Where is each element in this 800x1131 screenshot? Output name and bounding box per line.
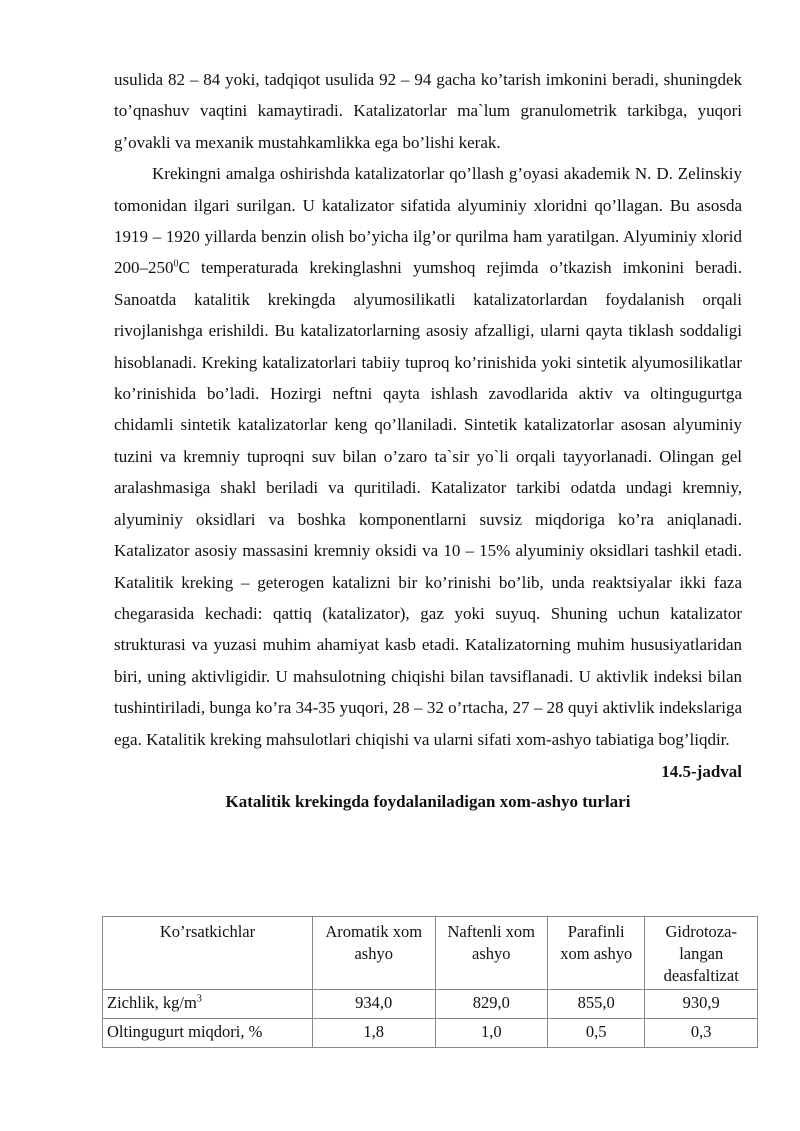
paragraph-2-part-a: Krekingni amalga oshirishda katalizatorlar qo’llash g’oyasi akademik N. D. Zelinskiy tomonidan ilgari surilgan. U katalizator sifatida alyuminiy xloridni qo’llagan. Bu asosda 1919 – 1920 yillarda benzin olish bo’yicha ilg’or qurilma ham yaratilgan. Alyuminiy xlorid 200–250 [114, 164, 742, 278]
table-cell: 1,8 [312, 1019, 435, 1048]
table-number: 14.5-jadval [661, 761, 742, 781]
table-cell: 855,0 [548, 990, 645, 1019]
paragraph-2 [114, 158, 742, 755]
document-page [114, 64, 742, 817]
table-row [103, 1019, 758, 1048]
table-title: Katalitik krekingda foydalaniladigan xom-ashyo turlari [225, 791, 631, 811]
row-label [103, 990, 313, 1019]
paragraph-1: usulida 82 – 84 yoki, tadqiqot usulida 92 – 94 gacha ko’tarish imkonini beradi, shuningdek to’qnashuv vaqtini kamaytiradi. Katalizatorlar ma`lum granulometrik tarkibga, yuqori g’ovakli va mexanik mustahkamlikka ega bo’lishi kerak. [114, 70, 742, 152]
unit-superscript: 3 [196, 993, 202, 1005]
header-indicators: Ko’rsatkichlar [103, 917, 313, 990]
row-label-text: Oltingugurt miqdori, % [107, 1022, 263, 1041]
paragraph-2-part-b: C temperaturada krekinglashni yumshoq rejimda o’tkazish imkonini beradi. Sanoatda katalitik krekingda alyumosilikatli katalizatorlardan foydalanish orqali rivojlanishga erishildi. Bu katalizatorlarning asosiy afzalligi, ularni qayta tiklash soddaligi hisoblanadi. Kreking katalizatorlari tabiiy tuproq ko’rinishida yoki sintetik alyumosilikatlar ko’rinishida bo’ladi. Hozirgi neftni qayta ishlash zavodlarida aktiv va oltingugurtga chidamli sintetik katalizatorlar keng qo’llaniladi. Sintetik katalizatorlar asosan alyuminiy tuzini va kremniy tuproqni suv bilan o’zaro ta`sir yo`li orqali tayyorlanadi. Olingan gel aralashmasiga shakl beriladi va quritiladi. Katalizator tarkibi odatda undagi kremniy, alyuminiy oksidlari va boshka komponentlarni suvsiz miqdoriga ko’ra aniqlanadi. Katalizator asosiy massasini kremniy oksidi va 10 – 15% alyuminiy oksidlari tashkil etadi. Katalitik kreking – geterogen katalizni bir ko’rinishi bo’lib, unda reaktsiyalar ikki faza chegarasida kechadi: qattiq (katalizator), gaz yoki suyuq. Shuning uchun katalizator strukturasi va yuzasi muhim ahamiyat kasb etadi. Katalizatorning muhim hususiyatlaridan biri, uning aktivligidir. U mahsulotning chiqishi bilan tavsiflanadi. U aktivlik indeksi bilan tushintiriladi, bunga ko’ra 34-35 yuqori, 28 – 32 o’rtacha, 27 – 28 quyi aktivlik indekslariga ega. Katalitik kreking mahsulotlari chiqishi va ularni sifati xom-ashyo tabiatiga bog’liqdir. [114, 258, 742, 749]
table-cell: 0,3 [645, 1019, 758, 1048]
header-paraffinic: Parafinli xom ashyo [548, 917, 645, 990]
header-aromatic: Aromatik xom ashyo [312, 917, 435, 990]
table-cell: 930,9 [645, 990, 758, 1019]
table-header-row [103, 917, 758, 990]
table-cell: 0,5 [548, 1019, 645, 1048]
degree-superscript: 0 [173, 258, 179, 270]
row-label-text: Zichlik, kg/m [107, 993, 197, 1012]
table-row [103, 990, 758, 1019]
table-cell: 1,0 [435, 1019, 548, 1048]
table-cell: 934,0 [312, 990, 435, 1019]
header-hydrotreated: Gidrotoza-langan deasfaltizat [645, 917, 758, 990]
header-naphthenic: Naftenli xom ashyo [435, 917, 548, 990]
table-cell: 829,0 [435, 990, 548, 1019]
row-label [103, 1019, 313, 1048]
feedstock-table [102, 916, 758, 1048]
